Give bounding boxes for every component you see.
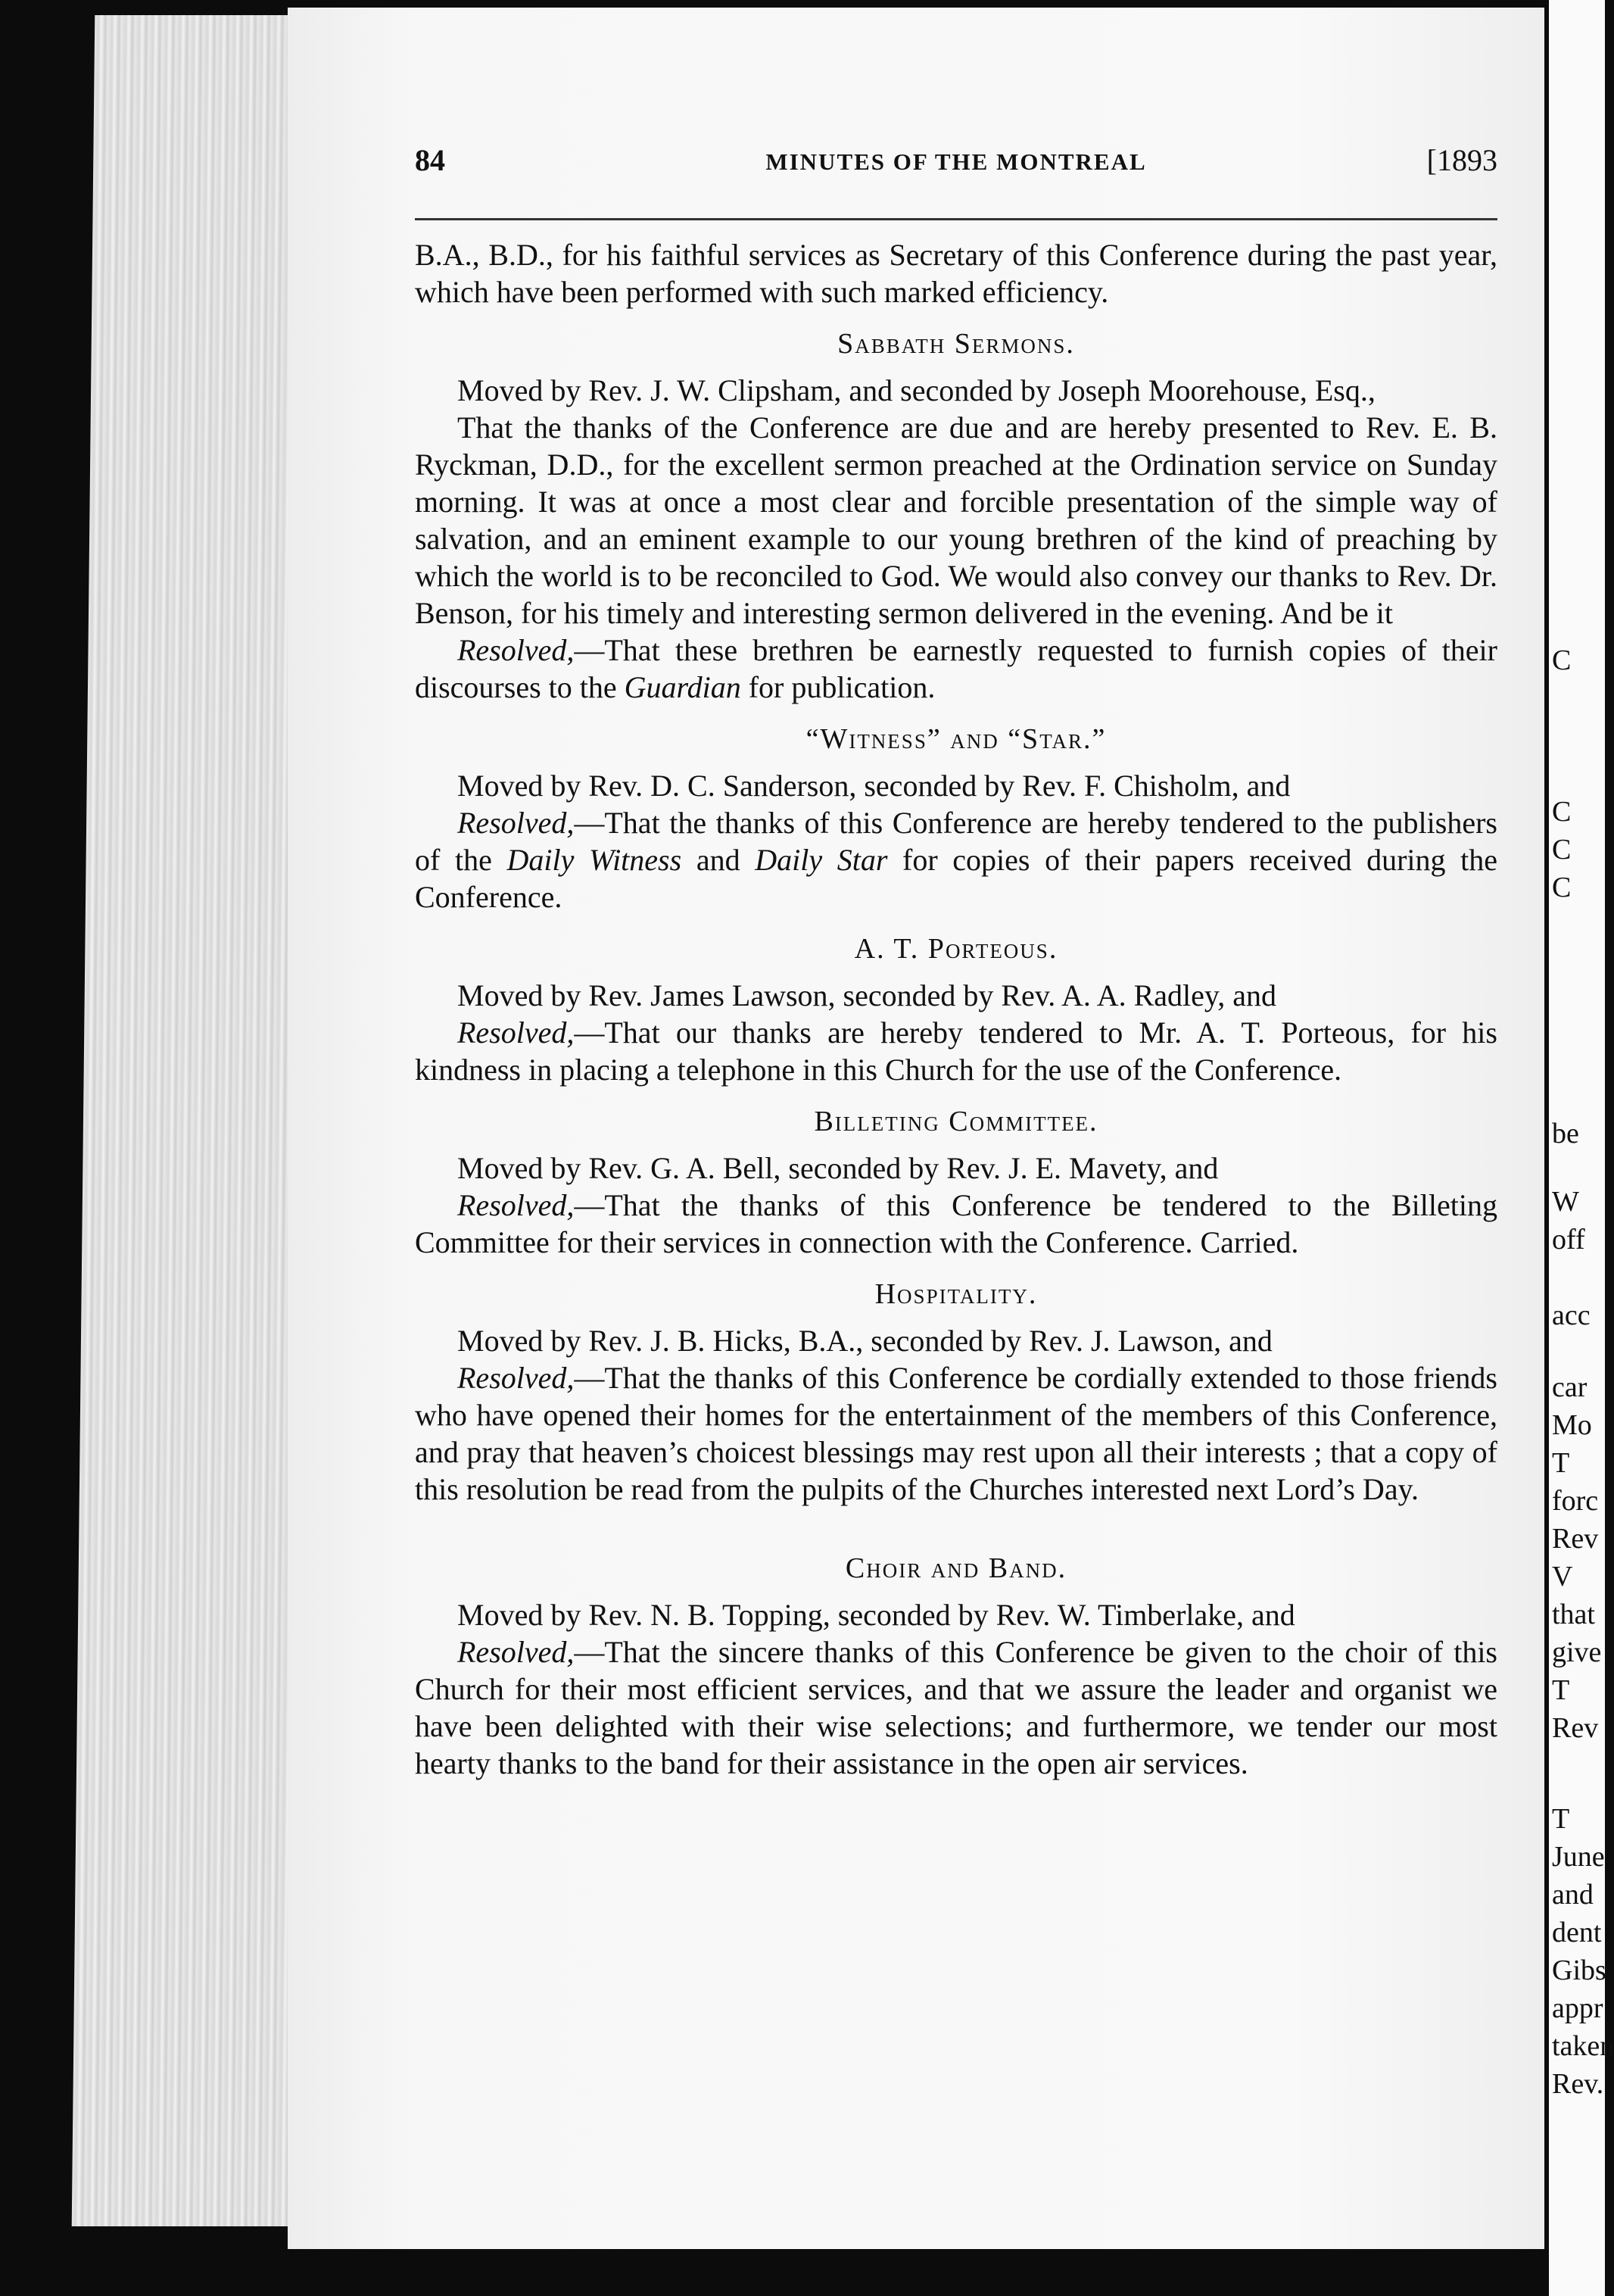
- resolved-paragraph: Resolved,—That the thanks of this Conference be tendered to the Billeting Committee for their services in connection with the Conference. Carried.: [415, 1188, 1497, 1259]
- facing-fragment: taken: [1552, 2030, 1614, 2062]
- resolved-label: Resolved,: [457, 1361, 575, 1395]
- moved-paragraph: Moved by Rev. James Lawson, seconded by Rev. A. A. Radley, and: [457, 978, 1277, 1012]
- daily-witness-title: Daily Witness: [506, 843, 682, 877]
- header-rule: [415, 218, 1497, 220]
- facing-fragment: acc: [1552, 1299, 1591, 1331]
- moved-paragraph: Moved by Rev. J. W. Clipsham, and seconded by Joseph Moorehouse, Esq.,: [457, 373, 1376, 407]
- resolved-label: Resolved,: [457, 633, 575, 667]
- facing-page-strip: [1549, 0, 1614, 2296]
- page-body: [415, 236, 1497, 1782]
- resolved-label: Resolved,: [457, 1015, 575, 1050]
- facing-fragment: T: [1552, 1447, 1570, 1479]
- resolved-paragraph: Resolved,—That these brethren be earnestly requested to furnish copies of their discourses to the Guardian for publication.: [415, 633, 1497, 704]
- facing-fragment: car: [1552, 1371, 1588, 1403]
- resolution-paragraph: That the thanks of the Conference are due and are hereby presented to Rev. E. B. Ryckman, D.D., for the excellent sermon preached at the Ordination service on Sunday morning. It was at once a most clear and forcible presentation of the simple way of salvation, and an eminent example to our young brethren of the kind of preaching by which the world is to be reconciled to God. We would also convey our thanks to Rev. Dr. Benson, for his timely and interesting sermon delivered in the evening. And be it: [415, 410, 1497, 630]
- facing-fragment: dent: [1552, 1917, 1602, 1948]
- resolved-paragraph: Resolved,—That the thanks of this Conference be cordially extended to those friends who have opened their homes for the entertainment of the members of this Conference, and pray that heaven’s choicest blessings may rest upon all their interests ; that a copy of this resolution be read from the pulpits of the Churches interested next Lord’s Day.: [415, 1361, 1497, 1506]
- section-heading-porteous: A. T. Porteous.: [854, 933, 1058, 965]
- facing-fragment: Gibs: [1552, 1954, 1606, 1986]
- facing-fragment: and: [1552, 1879, 1594, 1911]
- facing-fragment: T: [1552, 1803, 1570, 1835]
- facing-fragment: forc: [1552, 1485, 1599, 1517]
- moved-paragraph: Moved by Rev. G. A. Bell, seconded by Rev. J. E. Mavety, and: [457, 1151, 1219, 1185]
- moved-paragraph: Moved by Rev. N. B. Topping, seconded by Rev. W. Timberlake, and: [457, 1598, 1295, 1632]
- facing-fragment: W: [1552, 1186, 1579, 1218]
- facing-fragment: C: [1552, 796, 1572, 828]
- facing-fragment: June: [1552, 1841, 1605, 1873]
- facing-fragment: Rev: [1552, 1712, 1599, 1744]
- resolved-label: Resolved,: [457, 806, 575, 840]
- facing-fragment: off: [1552, 1224, 1585, 1256]
- resolved-paragraph: Resolved,—That our thanks are hereby tendered to Mr. A. T. Porteous, for his kindness in placing a telephone in this Church for the use of the Conference.: [415, 1015, 1497, 1087]
- header-year: [1893: [1426, 143, 1497, 177]
- facing-fragment: C: [1552, 644, 1572, 676]
- resolved-paragraph: Resolved,—That the sincere thanks of this Conference be given to the choir of this Church for their most efficient services, and that we assure the leader and organist we have been delighted with their wise selections; and furthermore, we tender our most hearty thanks to the band for their assistance in the open air services.: [415, 1635, 1497, 1780]
- page-header: [415, 142, 1497, 188]
- resolved-label: Resolved,: [457, 1188, 575, 1222]
- moved-paragraph: Moved by Rev. D. C. Sanderson, seconded by Rev. F. Chisholm, and: [457, 769, 1291, 803]
- facing-fragment: Mo: [1552, 1409, 1592, 1441]
- facing-fragment: Rev: [1552, 1523, 1599, 1555]
- resolved-paragraph: Resolved,—That the thanks of this Conference are hereby tendered to the publishers of the Daily Witness and Daily Star for copies of their papers received during the Conference.: [415, 806, 1498, 914]
- facing-fragment: C: [1552, 872, 1572, 903]
- intro-paragraph: B.A., B.D., for his faithful services as Secretary of this Conference during the past year, which have been performed with such marked efficiency.: [415, 238, 1497, 309]
- page-number: 84: [415, 143, 445, 177]
- facing-fragment: be: [1552, 1118, 1579, 1150]
- section-heading-hospitality: Hospitality.: [874, 1278, 1038, 1310]
- facing-fragment: that: [1552, 1599, 1595, 1630]
- running-title: MINUTES OF THE MONTREAL: [765, 148, 1147, 175]
- section-heading-witness-star: “Witness” and “Star.”: [805, 723, 1107, 755]
- resolved-label: Resolved,: [457, 1635, 575, 1669]
- facing-fragment: V: [1552, 1561, 1573, 1593]
- guardian-title: Guardian: [624, 670, 741, 704]
- facing-fragment: appr: [1552, 1992, 1603, 2024]
- section-heading-sabbath-sermons: Sabbath Sermons.: [837, 328, 1075, 360]
- page-edges: [72, 15, 322, 2226]
- moved-paragraph: Moved by Rev. J. B. Hicks, B.A., seconded by Rev. J. Lawson, and: [457, 1324, 1273, 1358]
- section-heading-choir-band: Choir and Band.: [845, 1552, 1067, 1584]
- daily-star-title: Daily Star: [755, 843, 888, 877]
- facing-fragment: Rev.: [1552, 2068, 1604, 2100]
- facing-fragment: give: [1552, 1636, 1602, 1668]
- section-heading-billeting: Billeting Committee.: [814, 1106, 1098, 1137]
- facing-fragment: T: [1552, 1674, 1570, 1706]
- facing-fragment: C: [1552, 834, 1572, 866]
